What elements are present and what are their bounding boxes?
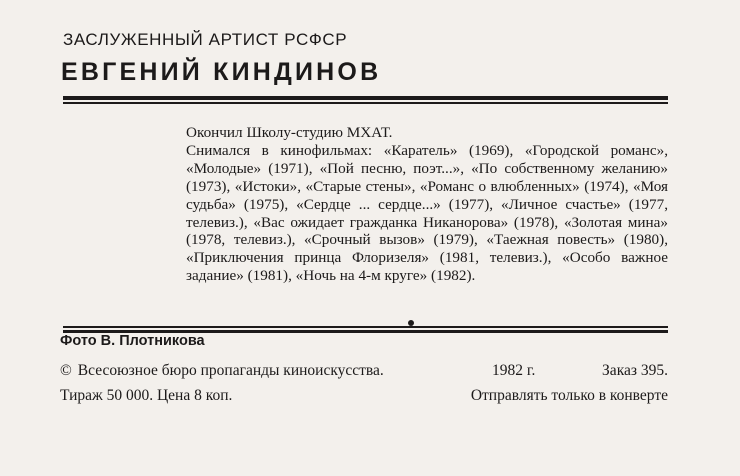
print-info-line <box>60 387 668 405</box>
filmography-paragraph: Снимался в кинофильмах: «Каратель» (1969), «Городской романс», «Молодые» (1971), «Пой песню, поэт...», «По собственному желанию» (1973), «Истоки», «Старые стены», «Романс о влюбленных» (1974), «Моя судьба» (1975), «Сердце ... сердце...» (1977), «Личное счастье» (1977, телевиз.), «Вас ожидает гражданка Никанорова» (1978), «Золотая мина» (1978, телевиз.), «Срочный вызов» (1979), «Таежная повесть» (1980), «Приключения принца Флоризеля» (1981, телевиз.), «Особо важное задание» (1981), «Ночь на 4-м круге» (1982). <box>186 141 668 285</box>
header-divider-thick <box>63 96 668 100</box>
honorary-title: ЗАСЛУЖЕННЫЙ АРТИСТ РСФСР <box>63 30 348 49</box>
photo-credit: Фото В. Плотникова <box>60 333 205 349</box>
header-divider-thin <box>63 102 668 104</box>
copyright-icon: © <box>60 362 72 379</box>
print-run-price: Тираж 50 000. Цена 8 коп. <box>60 387 233 404</box>
actor-name: ЕВГЕНИЙ КИНДИНОВ <box>61 58 382 86</box>
biography-text <box>186 124 668 285</box>
publisher-line <box>60 362 668 380</box>
education-line: Окончил Школу-студию МХАТ. <box>186 124 393 141</box>
mailing-note: Отправлять только в конверте <box>470 387 668 404</box>
order-number: Заказ 395. <box>602 362 668 379</box>
publication-year: 1982 г. <box>492 362 536 379</box>
footer-divider-thin <box>63 326 668 328</box>
publisher-name: Всесоюзное бюро пропаганды киноискусства. <box>77 362 384 379</box>
